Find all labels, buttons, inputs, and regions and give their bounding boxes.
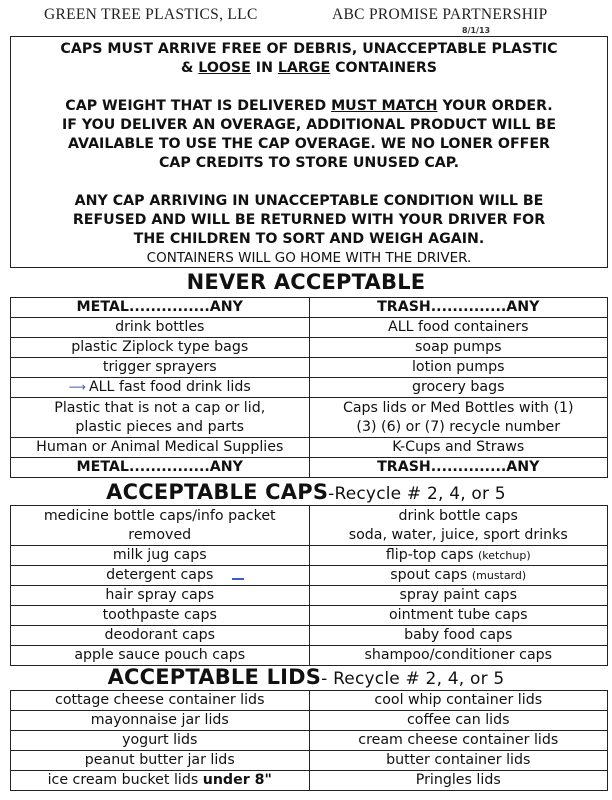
table-row: [11, 646, 608, 666]
table-row: [11, 398, 608, 438]
table-cell: drink bottles: [11, 318, 310, 338]
table-cell: yogurt lids: [11, 731, 310, 751]
notice-line: CAPS MUST ARRIVE FREE OF DEBRIS, UNACCEPTABLE PLASTIC: [60, 41, 558, 57]
notice-line: AVAILABLE TO USE THE CAP OVERAGE. WE NO LONER OFFER: [68, 136, 550, 152]
table-cell: cool whip container lids: [309, 691, 608, 711]
notice-line: CAP WEIGHT THAT IS DELIVERED MUST MATCH YOUR ORDER.: [65, 98, 553, 114]
table-cell: Plastic that is not a cap or lid, plastic pieces and parts: [11, 398, 310, 438]
table-cell: mayonnaise jar lids: [11, 711, 310, 731]
table-row: [11, 586, 608, 606]
acceptable-lids-title: ACCEPTABLE LIDS- Recycle # 2, 4, or 5: [107, 665, 505, 689]
table-cell: plastic Ziplock type bags: [11, 338, 310, 358]
table-row: [11, 606, 608, 626]
never-acceptable-table: [10, 297, 608, 478]
table-cell: deodorant caps: [11, 626, 310, 646]
table-cell: spray paint caps: [309, 586, 608, 606]
table-row: [11, 771, 608, 791]
table-cell: Human or Animal Medical Supplies: [11, 438, 310, 458]
table-row: [11, 751, 608, 771]
notice-line: REFUSED AND WILL BE RETURNED WITH YOUR DRIVER FOR: [72, 212, 546, 228]
notice-line: CAP CREDITS TO STORE UNUSED CAP.: [159, 155, 459, 171]
table-cell: soap pumps: [309, 338, 608, 358]
table-cell: drink bottle caps soda, water, juice, sport drinks: [309, 506, 608, 546]
table-cell: cream cheese container lids: [309, 731, 608, 751]
table-cell: lotion pumps: [309, 358, 608, 378]
table-row: [11, 438, 608, 458]
company-left: GREEN TREE PLASTICS, LLC: [44, 6, 258, 23]
acceptable-caps-table: [10, 505, 608, 666]
table-row: [11, 711, 608, 731]
table-row: [11, 566, 608, 586]
notice-line: & LOOSE IN LARGE CONTAINERS: [180, 60, 438, 76]
notice-line: THE CHILDREN TO SORT AND WEIGH AGAIN.: [133, 231, 485, 247]
table-cell: peanut butter jar lids: [11, 751, 310, 771]
table-row: [11, 358, 608, 378]
metal-header: METAL...............ANY: [11, 298, 310, 318]
table-cell: ALL food containers: [309, 318, 608, 338]
arrow-pen-mark-icon: ⟶: [68, 380, 86, 394]
table-cell: milk jug caps: [11, 546, 310, 566]
table-cell: trigger sprayers: [11, 358, 310, 378]
notice-line: IF YOU DELIVER AN OVERAGE, ADDITIONAL PRODUCT WILL BE: [61, 117, 557, 133]
table-row: [11, 731, 608, 751]
table-row: [11, 318, 608, 338]
table-row: [11, 506, 608, 546]
table-cell: ice cream bucket lids under 8": [11, 771, 310, 791]
table-cell: ointment tube caps: [309, 606, 608, 626]
table-row: [11, 298, 608, 318]
table-row: [11, 458, 608, 478]
table-row: [11, 626, 608, 646]
table-cell: cottage cheese container lids: [11, 691, 310, 711]
notice-line: ANY CAP ARRIVING IN UNACCEPTABLE CONDITION WILL BE: [74, 193, 544, 209]
trash-footer: TRASH..............ANY: [309, 458, 608, 478]
table-cell: baby food caps: [309, 626, 608, 646]
table-row: [11, 338, 608, 358]
table-row: [11, 691, 608, 711]
table-row: [11, 546, 608, 566]
table-cell: butter container lids: [309, 751, 608, 771]
table-cell: toothpaste caps: [11, 606, 310, 626]
document-date: 8/1/13: [462, 26, 491, 35]
table-cell: Caps lids or Med Bottles with (1) (3) (6) or (7) recycle number: [309, 398, 608, 438]
acceptable-lids-table: [10, 690, 608, 791]
notice-line: CONTAINERS WILL GO HOME WITH THE DRIVER.: [146, 250, 472, 266]
metal-footer: METAL...............ANY: [11, 458, 310, 478]
pen-dash-mark-icon: [232, 578, 244, 580]
table-cell: medicine bottle caps/info packet removed: [11, 506, 310, 546]
company-right: ABC PROMISE PARTNERSHIP: [332, 6, 548, 23]
notice-box: [10, 36, 608, 268]
table-cell: spout caps (mustard): [309, 566, 608, 586]
letterhead: [0, 6, 612, 26]
table-cell: flip-top caps (ketchup): [309, 546, 608, 566]
table-cell: K-Cups and Straws: [309, 438, 608, 458]
table-cell: coffee can lids: [309, 711, 608, 731]
never-acceptable-title: NEVER ACCEPTABLE: [186, 270, 426, 294]
table-cell: detergent caps: [11, 566, 310, 586]
acceptable-caps-title: ACCEPTABLE CAPS-Recycle # 2, 4, or 5: [106, 480, 506, 504]
table-row: [11, 378, 608, 398]
table-cell: grocery bags: [309, 378, 608, 398]
table-cell: hair spray caps: [11, 586, 310, 606]
table-cell: Pringles lids: [309, 771, 608, 791]
table-cell: apple sauce pouch caps: [11, 646, 310, 666]
table-cell: shampoo/conditioner caps: [309, 646, 608, 666]
trash-header: TRASH..............ANY: [309, 298, 608, 318]
table-cell: ⟶ ALL fast food drink lids: [11, 378, 310, 398]
